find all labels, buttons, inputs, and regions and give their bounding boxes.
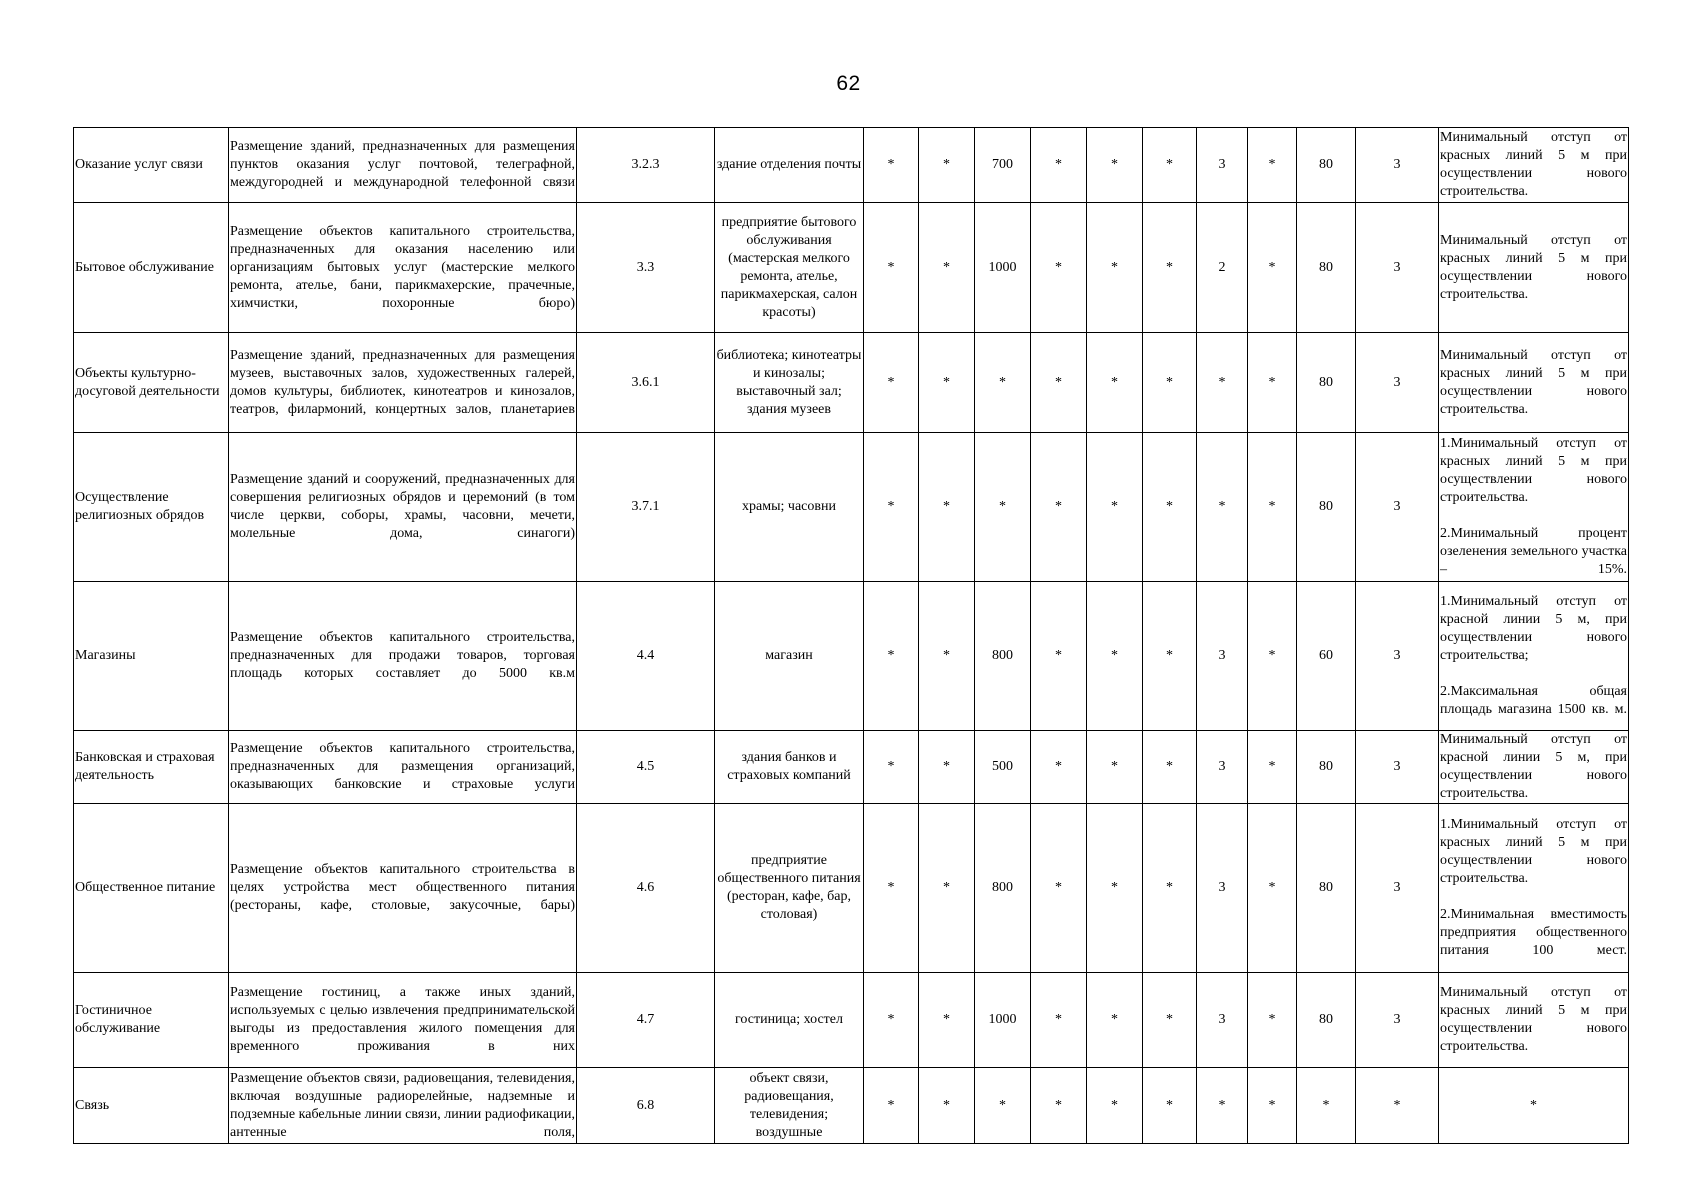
- parameter-value: *: [975, 333, 1031, 433]
- land-use-description: Размещение объектов связи, радиовещания, телевидения, включая воздушные радиорелейные, надземные и подземные кабельные линии связи, линии радиофикации, антенные поля,: [229, 1068, 577, 1144]
- table-row: [74, 333, 1629, 433]
- parameter-value: 3: [1197, 804, 1248, 973]
- parameter-value: *: [1143, 973, 1197, 1068]
- land-use-code: 3.2.3: [577, 128, 715, 203]
- parameter-value: *: [1087, 973, 1143, 1068]
- parameter-value: *: [1143, 1068, 1197, 1144]
- land-use-description: Размещение объектов капитального строительства в целях устройства мест общественного питания (рестораны, кафе, столовые, закусочные, бары): [229, 804, 577, 973]
- parameter-value: *: [1248, 433, 1297, 582]
- parameter-value: *: [1031, 804, 1087, 973]
- parameter-value: *: [919, 804, 975, 973]
- parameter-value: *: [864, 333, 919, 433]
- parameter-value: 3: [1356, 333, 1439, 433]
- restrictions-note: [1439, 333, 1629, 433]
- parameter-value: *: [1248, 804, 1297, 973]
- parameter-value: *: [919, 582, 975, 731]
- parameter-value: 700: [975, 128, 1031, 203]
- parameter-value: *: [1197, 1068, 1248, 1144]
- parameter-value: *: [975, 1068, 1031, 1144]
- table-row: [74, 203, 1629, 333]
- parameter-value: *: [1031, 433, 1087, 582]
- land-use-name: Объекты культурно-досуговой деятельности: [74, 333, 229, 433]
- land-use-name: Связь: [74, 1068, 229, 1144]
- permitted-objects: предприятие общественного питания (ресторан, кафе, бар, столовая): [715, 804, 864, 973]
- parameter-value: *: [1143, 433, 1197, 582]
- note-paragraph: Минимальный отступ от красных линий 5 м при осуществлении нового строительства.: [1440, 130, 1627, 199]
- land-use-code: 4.5: [577, 731, 715, 804]
- parameter-value: 1000: [975, 973, 1031, 1068]
- parameter-value: *: [919, 731, 975, 804]
- parameter-value: 800: [975, 582, 1031, 731]
- land-use-description: Размещение зданий, предназначенных для размещения музеев, выставочных залов, художественных галерей, домов культуры, библиотек, кинотеатров и кинозалов, театров, филармоний, концертных залов, планетариев: [229, 333, 577, 433]
- permitted-objects: объект связи, радиовещания, телевидения; воздушные: [715, 1068, 864, 1144]
- parameter-value: *: [1087, 804, 1143, 973]
- parameter-value: *: [919, 1068, 975, 1144]
- parameter-value: *: [864, 973, 919, 1068]
- land-use-description: Размещение объектов капитального строительства, предназначенных для размещения организаций, оказывающих банковские и страховые услуги: [229, 731, 577, 804]
- parameter-value: *: [975, 433, 1031, 582]
- parameter-value: *: [1087, 203, 1143, 333]
- land-use-description: Размещение зданий, предназначенных для размещения пунктов оказания услуг почтовой, телеграфной, междугородней и международной телефонной связи: [229, 128, 577, 203]
- parameter-value: *: [919, 128, 975, 203]
- parameter-value: *: [864, 804, 919, 973]
- parameter-value: *: [919, 333, 975, 433]
- parameter-value: *: [1143, 333, 1197, 433]
- note-paragraph: 2.Минимальный процент озеленения земельного участка – 15%.: [1440, 526, 1627, 577]
- parameter-value: 80: [1297, 128, 1356, 203]
- land-use-code: 3.6.1: [577, 333, 715, 433]
- restrictions-note: [1439, 973, 1629, 1068]
- permitted-objects: библиотека; кинотеатры и кинозалы; выставочный зал; здания музеев: [715, 333, 864, 433]
- parameter-value: *: [1087, 433, 1143, 582]
- parameter-value: 3: [1356, 973, 1439, 1068]
- parameter-value: *: [864, 582, 919, 731]
- parameter-value: 2: [1197, 203, 1248, 333]
- parameter-value: *: [1143, 804, 1197, 973]
- parameter-value: *: [864, 1068, 919, 1144]
- note-paragraph: 1.Минимальный отступ от красных линий 5 м при осуществлении нового строительства.: [1440, 817, 1627, 886]
- land-use-description: Размещение гостиниц, а также иных зданий, используемых с целью извлечения предпринимательской выгоды из предоставления жилого помещения для временного проживания в них: [229, 973, 577, 1068]
- note-paragraph: Минимальный отступ от красных линий 5 м при осуществлении нового строительства.: [1440, 985, 1627, 1054]
- parameter-value: 3: [1356, 433, 1439, 582]
- restrictions-note: [1439, 804, 1629, 973]
- parameter-value: *: [1248, 1068, 1297, 1144]
- table-row: [74, 128, 1629, 203]
- parameter-value: *: [1087, 582, 1143, 731]
- parameter-value: *: [1087, 1068, 1143, 1144]
- parameter-value: 800: [975, 804, 1031, 973]
- table-row: [74, 804, 1629, 973]
- parameter-value: 1000: [975, 203, 1031, 333]
- parameter-value: *: [1031, 1068, 1087, 1144]
- note-paragraph: 1.Минимальный отступ от красной линии 5 м, при осуществлении нового строительства;: [1440, 594, 1627, 663]
- parameter-value: 80: [1297, 333, 1356, 433]
- land-use-code: 4.6: [577, 804, 715, 973]
- parameter-value: *: [1248, 128, 1297, 203]
- parameter-value: 80: [1297, 731, 1356, 804]
- parameter-value: *: [1248, 582, 1297, 731]
- parameter-value: *: [1087, 731, 1143, 804]
- parameter-value: *: [864, 433, 919, 582]
- land-use-name: Бытовое обслуживание: [74, 203, 229, 333]
- parameter-value: *: [1031, 973, 1087, 1068]
- parameter-value: *: [864, 203, 919, 333]
- permitted-objects: гостиница; хостел: [715, 973, 864, 1068]
- parameter-value: 80: [1297, 973, 1356, 1068]
- parameter-value: 3: [1356, 128, 1439, 203]
- note-paragraph: 2.Минимальная вместимость предприятия общественного питания 100 мест.: [1440, 907, 1627, 958]
- restrictions-note: [1439, 582, 1629, 731]
- parameter-value: 60: [1297, 582, 1356, 731]
- parameter-value: *: [1031, 731, 1087, 804]
- parameter-value: *: [1297, 1068, 1356, 1144]
- parameter-value: *: [1087, 333, 1143, 433]
- note-paragraph: 2.Максимальная общая площадь магазина 1500 кв. м.: [1440, 684, 1627, 717]
- parameter-value: *: [1356, 1068, 1439, 1144]
- permitted-objects: здания банков и страховых компаний: [715, 731, 864, 804]
- permitted-objects: предприятие бытового обслуживания (мастерская мелкого ремонта, ателье, парикмахерская, салон красоты): [715, 203, 864, 333]
- note-paragraph: 1.Минимальный отступ от красных линий 5 м при осуществлении нового строительства.: [1440, 436, 1627, 505]
- parameter-value: *: [1248, 731, 1297, 804]
- land-use-description: Размещение объектов капитального строительства, предназначенных для продажи товаров, торговая площадь которых составляет до 5000 кв.м: [229, 582, 577, 731]
- table-row: [74, 433, 1629, 582]
- table-row: [74, 973, 1629, 1068]
- land-use-name: Оказание услуг связи: [74, 128, 229, 203]
- table-body: [74, 128, 1629, 1144]
- permitted-objects: здание отделения почты: [715, 128, 864, 203]
- land-use-code: 6.8: [577, 1068, 715, 1144]
- restrictions-note: [1439, 203, 1629, 333]
- land-use-code: 4.7: [577, 973, 715, 1068]
- restrictions-note: [1439, 731, 1629, 804]
- page-number: 62: [836, 72, 861, 95]
- parameter-value: *: [919, 203, 975, 333]
- restrictions-note: [1439, 128, 1629, 203]
- parameter-value: *: [1143, 128, 1197, 203]
- parameter-value: 3: [1197, 128, 1248, 203]
- note-paragraph: Минимальный отступ от красных линий 5 м при осуществлении нового строительства.: [1440, 232, 1627, 302]
- parameter-value: 3: [1197, 582, 1248, 731]
- table-row: [74, 731, 1629, 804]
- land-use-name: Общественное питание: [74, 804, 229, 973]
- land-use-name: Банковская и страховая деятельность: [74, 731, 229, 804]
- land-use-description: Размещение зданий и сооружений, предназначенных для совершения религиозных обрядов и церемоний (в том числе церкви, соборы, храмы, часовни, мечети, молельные дома, синагоги): [229, 433, 577, 582]
- parameter-value: 3: [1356, 582, 1439, 731]
- parameter-value: *: [1143, 731, 1197, 804]
- table-row: [74, 1068, 1629, 1144]
- parameter-value: *: [864, 128, 919, 203]
- note-paragraph: Минимальный отступ от красной линии 5 м, при осуществлении нового строительства.: [1440, 732, 1627, 801]
- parameter-value: 500: [975, 731, 1031, 804]
- permitted-objects: магазин: [715, 582, 864, 731]
- zoning-regulations-table: [73, 127, 1629, 1144]
- restrictions-note: [1439, 1068, 1629, 1144]
- parameter-value: 3: [1197, 731, 1248, 804]
- parameter-value: *: [1031, 582, 1087, 731]
- parameter-value: 80: [1297, 804, 1356, 973]
- land-use-name: Гостиничное обслуживание: [74, 973, 229, 1068]
- parameter-value: *: [864, 731, 919, 804]
- land-use-name: Магазины: [74, 582, 229, 731]
- parameter-value: 80: [1297, 203, 1356, 333]
- parameter-value: *: [1248, 333, 1297, 433]
- table-row: [74, 582, 1629, 731]
- parameter-value: 3: [1356, 804, 1439, 973]
- parameter-value: *: [1031, 203, 1087, 333]
- parameter-value: *: [1031, 128, 1087, 203]
- parameter-value: *: [1087, 128, 1143, 203]
- note-paragraph: *: [1530, 1097, 1537, 1113]
- land-use-code: 3.7.1: [577, 433, 715, 582]
- restrictions-note: [1439, 433, 1629, 582]
- parameter-value: 80: [1297, 433, 1356, 582]
- parameter-value: 3: [1356, 203, 1439, 333]
- parameter-value: *: [1031, 333, 1087, 433]
- land-use-code: 3.3: [577, 203, 715, 333]
- parameter-value: *: [1143, 203, 1197, 333]
- parameter-value: *: [1248, 203, 1297, 333]
- parameter-value: 3: [1356, 731, 1439, 804]
- land-use-description: Размещение объектов капитального строительства, предназначенных для оказания населению или организациям бытовых услуг (мастерские мелкого ремонта, ателье, бани, парикмахерские, прачечные, химчистки, похоронные бюро): [229, 203, 577, 333]
- permitted-objects: храмы; часовни: [715, 433, 864, 582]
- parameter-value: 3: [1197, 973, 1248, 1068]
- parameter-value: *: [1248, 973, 1297, 1068]
- land-use-name: Осуществление религиозных обрядов: [74, 433, 229, 582]
- land-use-code: 4.4: [577, 582, 715, 731]
- note-paragraph: Минимальный отступ от красных линий 5 м при осуществлении нового строительства.: [1440, 347, 1627, 417]
- parameter-value: *: [1197, 433, 1248, 582]
- parameter-value: *: [1197, 333, 1248, 433]
- parameter-value: *: [919, 973, 975, 1068]
- parameter-value: *: [1143, 582, 1197, 731]
- parameter-value: *: [919, 433, 975, 582]
